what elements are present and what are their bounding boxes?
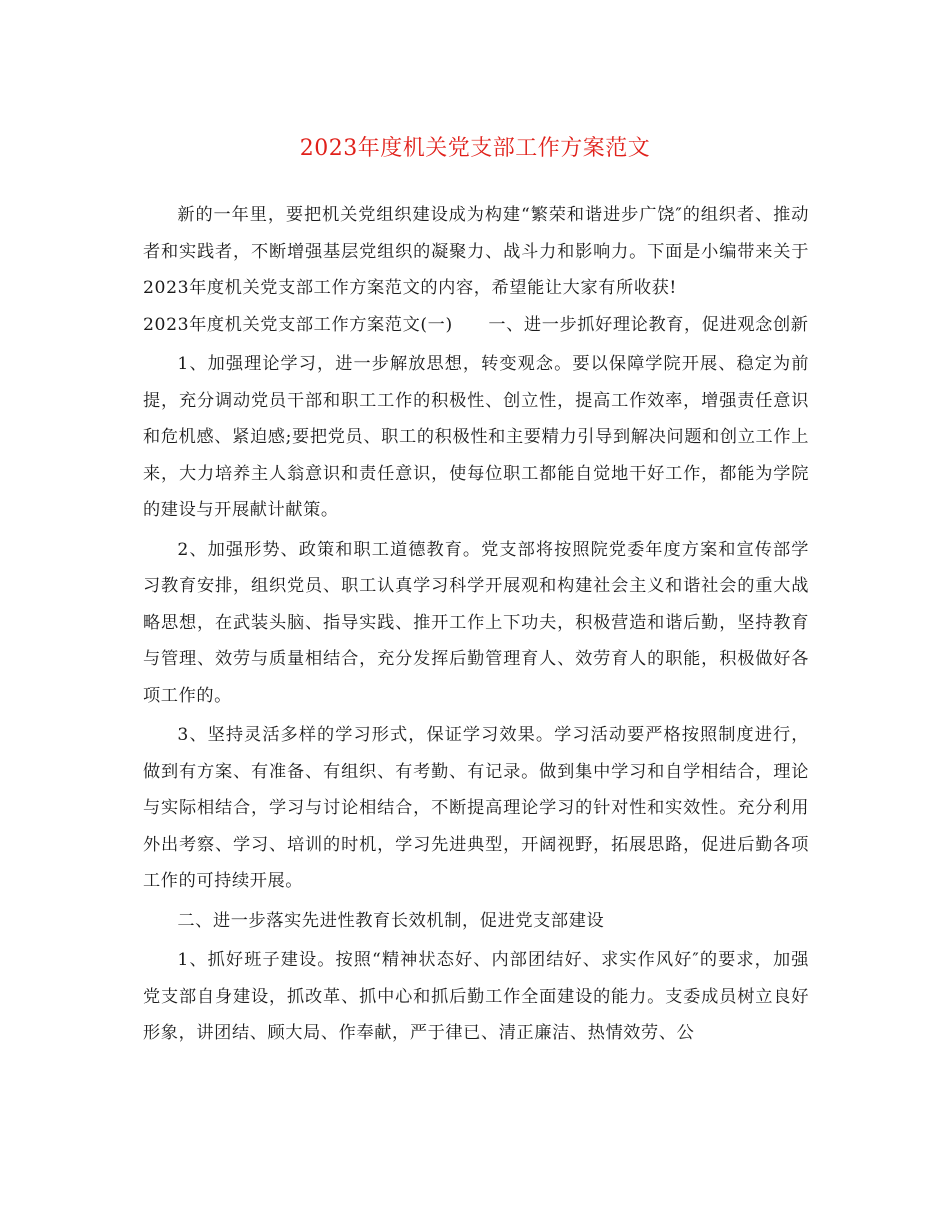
intro-paragraph: 新的一年里，要把机关党组织建设成为构建“繁荣和谐进步广饶″的组织者、推动者和实践者，不断增强基层党组织的凝聚力、战斗力和影响力。下面是小编带来关于2023年度机关党支部工作方案范文的内容，希望能让大家有所收获! (143, 205, 809, 298)
document-title: 2023年度机关党支部工作方案范文 (299, 136, 651, 161)
section-heading-paragraph: 2023年度机关党支部工作方案范文(一) 一、进一步抓好理论教育，促进观念创新 (143, 314, 809, 335)
document-body (143, 197, 809, 1052)
body-paragraph-4: 1、抓好班子建设。按照“精神状态好、内部团结好、求实作风好″的要求，加强党支部自身建设，抓改革、抓中心和抓后勤工作全面建设的能力。支委成员树立良好形象，讲团结、顾大局、作奉献，严于律已、清正廉洁、热情效劳、公 (143, 950, 809, 1043)
section-heading-2: 二、进一步落实先进性教育长效机制，促进党支部建设 (177, 910, 605, 931)
body-paragraph-2: 2、加强形势、政策和职工道德教育。党支部将按照院党委年度方案和宣传部学习教育安排，组织党员、职工认真学习科学开展观和构建社会主义和谐社会的重大战略思想，在武装头脑、指导实践、推开工作上下功夫，积极营造和谐后勤，坚持教育与管理、效劳与质量相结合，充分发挥后勤管理育人、效劳育人的职能，积极做好各项工作的。 (143, 539, 809, 706)
body-paragraph-3: 3、坚持灵活多样的学习形式，保证学习效果。学习活动要严格按照制度进行，做到有方案、有准备、有组织、有考勤、有记录。做到集中学习和自学相结合，理论与实际相结合，学习与讨论相结合，不断提高理论学习的针对性和实效性。充分利用外出考察、学习、培训的时机，学习先进典型，开阔视野，拓展思路，促进后勤各项工作的可持续开展。 (143, 725, 809, 891)
body-paragraph-1: 1、加强理论学习，进一步解放思想，转变观念。要以保障学院开展、稳定为前提，充分调动党员干部和职工工作的积极性、创立性，提高工作效率，增强责任意识和危机感、紧迫感;要把党员、职工的积极性和主要精力引导到解决问题和创立工作上来，大力培养主人翁意识和责任意识，使每位职工都能自觉地干好工作，都能为学院的建设与开展献计献策。 (143, 354, 809, 520)
